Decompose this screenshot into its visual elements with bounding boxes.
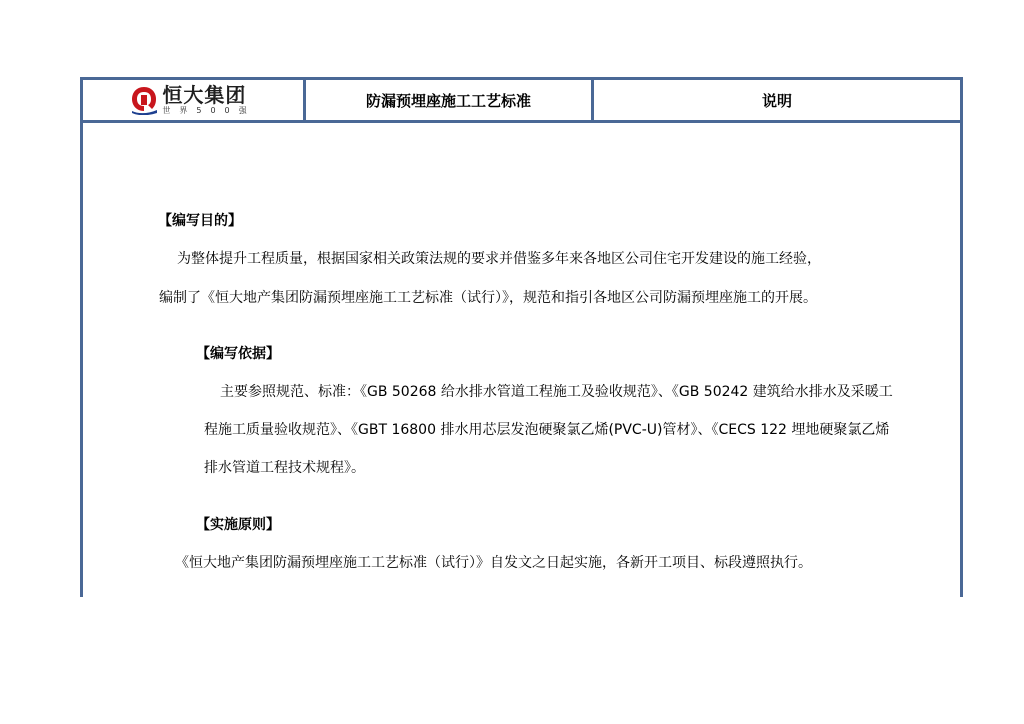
- purpose-line-2: 编制了《恒大地产集团防漏预埋座施工工艺标准（试行）》，规范和指引各地区公司防漏预埋座施工的开展。: [159, 290, 817, 306]
- header-table: [83, 80, 960, 123]
- logo-slogan: 世界500强: [162, 106, 256, 115]
- logo-name: 恒大集团: [162, 83, 247, 107]
- purpose-heading: 【编写目的】: [158, 213, 242, 229]
- section-label: 说明: [761, 91, 792, 110]
- purpose-line-1: 为整体提升工程质量，根据国家相关政策法规的要求并借鉴多年来各地区公司住宅开发建设的施工经验，: [177, 251, 821, 267]
- principle-heading: 【实施原则】: [196, 517, 280, 533]
- company-logo: [130, 85, 255, 115]
- logo-cell: [83, 80, 306, 120]
- basis-line-3: 排水管道工程技术规程》。: [204, 460, 365, 476]
- document-title: 防漏预埋座施工工艺标准: [306, 80, 594, 120]
- evergrande-logo-icon: [130, 85, 158, 115]
- basis-heading: 【编写依据】: [196, 346, 280, 362]
- basis-line-1: 主要参照规范、标准：《GB 50268 给水排水管道工程施工及验收规范》、《GB 50242 建筑给水排水及采暖工: [220, 384, 893, 400]
- principle-line-1: 《恒大地产集团防漏预埋座施工工艺标准（试行）》自发文之日起实施，各新开工项目、标段遵照执行。: [175, 555, 812, 571]
- basis-line-2: 程施工质量验收规范》、《GBT 16800 排水用芯层发泡硬聚氯乙烯(PVC-U)管材》、《CECS 122 埋地硬聚氯乙烯: [204, 422, 890, 438]
